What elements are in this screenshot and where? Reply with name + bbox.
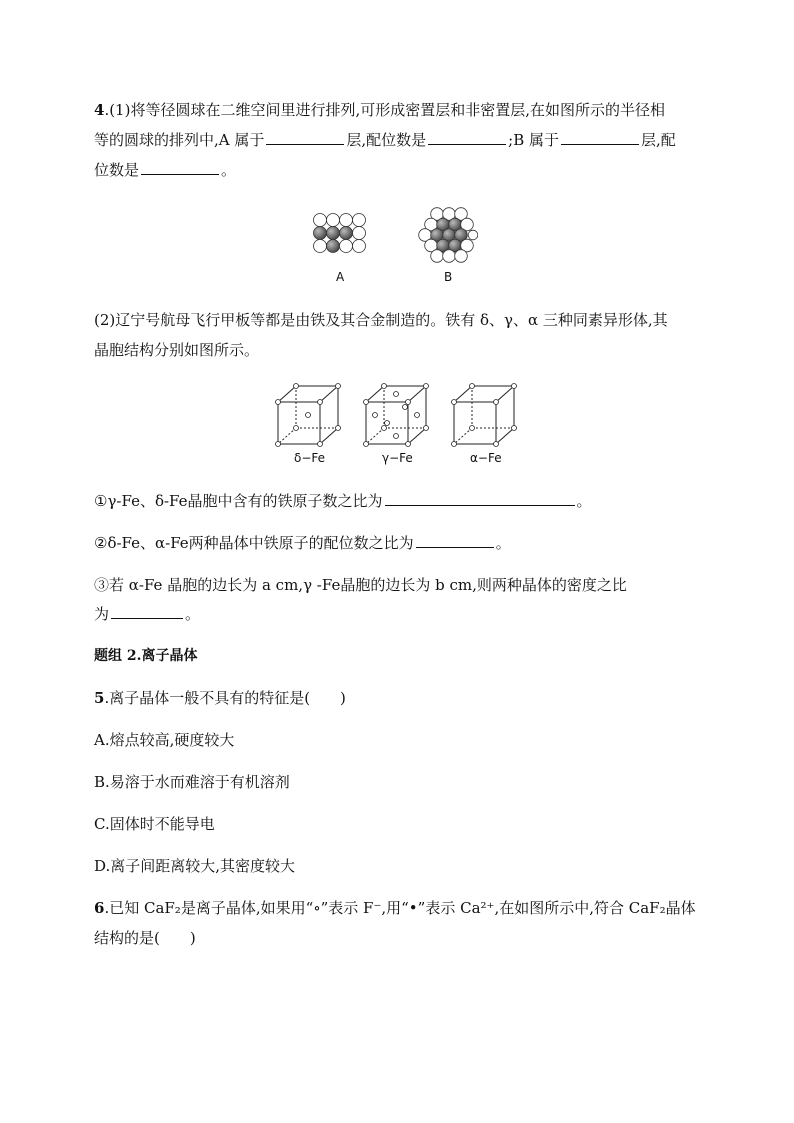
delta-fe-unit-cell: [274, 380, 344, 448]
q5-stem-text: .离子晶体一般不具有的特征是( ): [104, 689, 346, 707]
q4-text: 层,配: [641, 131, 676, 149]
q4-sub2: [94, 533, 511, 553]
q6-number: 6: [94, 899, 105, 917]
q6-line-1: [94, 898, 696, 918]
q4-sub3-line-1: ③若 α-Fe 晶胞的边长为 a cm,γ -Fe晶胞的边长为 b cm,则两种晶体的密度之比: [94, 576, 627, 594]
q4-line-2: [94, 130, 676, 150]
gamma-fe-unit-cell: [362, 380, 432, 448]
alpha-fe-unit-cell: [450, 380, 520, 448]
q5-option-b[interactable]: B.易溶于水而难溶于有机溶剂: [94, 773, 290, 791]
figure-b-hexagonal-packing: [416, 206, 478, 264]
answer-blank[interactable]: [428, 130, 506, 145]
answer-blank[interactable]: [141, 160, 219, 175]
q5-number: 5: [94, 689, 105, 707]
q4-text: 。: [221, 161, 237, 179]
q4-sub3-end: 。: [185, 605, 201, 623]
answer-blank[interactable]: [266, 130, 344, 145]
q5-stem: [94, 688, 346, 708]
q4-text: 位数是: [94, 161, 140, 179]
q6-text: .已知 CaF₂是离子晶体,如果用“∘”表示 F⁻,用“•”表示 Ca²⁺,在如图所示中,符合 CaF₂晶体: [104, 899, 696, 917]
q4-part2-line-1: (2)辽宁号航母飞行甲板等都是由铁及其合金制造的。铁有 δ、γ、α 三种同素异形体,其: [94, 311, 668, 329]
q4-line-3: [94, 160, 236, 180]
q4-sub1-end: 。: [576, 492, 592, 510]
answer-blank[interactable]: [416, 533, 494, 548]
answer-blank[interactable]: [561, 130, 639, 145]
q6-line-2: 结构的是( ): [94, 929, 196, 947]
q5-option-a[interactable]: A.熔点较高,硬度较大: [94, 731, 235, 749]
q4-text: 等的圆球的排列中,A 属于: [94, 131, 265, 149]
answer-blank[interactable]: [385, 491, 575, 506]
q4-number: 4: [94, 101, 105, 119]
q4-part1-text-1: .(1)将等径圆球在二维空间里进行排列,可形成密置层和非密置层,在如图所示的半径相: [104, 101, 665, 119]
delta-fe-label: δ−Fe: [294, 451, 326, 465]
group-2-heading: [94, 646, 198, 666]
q5-option-d[interactable]: D.离子间距离较大,其密度较大: [94, 857, 296, 875]
q4-text: 层,配位数是: [346, 131, 427, 149]
q4-text: ;B 属于: [508, 131, 560, 149]
q5-option-c[interactable]: C.固体时不能导电: [94, 815, 215, 833]
figure-b-label: B: [444, 270, 453, 284]
q4-line-1: [94, 100, 665, 120]
group-2-title: .离子晶体: [136, 648, 198, 664]
figure-a-label: A: [336, 270, 345, 284]
q4-sub2-end: 。: [495, 534, 511, 552]
q4-sub3-text: 为: [94, 605, 110, 623]
answer-blank[interactable]: [111, 604, 183, 619]
figure-a-square-packing: [312, 212, 372, 260]
q4-part2-line-2: 晶胞结构分别如图所示。: [94, 341, 260, 359]
alpha-fe-label: α−Fe: [470, 451, 502, 465]
gamma-fe-label: γ−Fe: [382, 451, 413, 465]
q4-sub3-line-2: [94, 604, 200, 624]
q4-sub1: [94, 491, 592, 511]
group-2-number: 题组 2: [94, 648, 137, 664]
q4-sub1-text: ①γ-Fe、δ-Fe晶胞中含有的铁原子数之比为: [94, 492, 383, 510]
q4-sub2-text: ②δ-Fe、α-Fe两种晶体中铁原子的配位数之比为: [94, 534, 414, 552]
